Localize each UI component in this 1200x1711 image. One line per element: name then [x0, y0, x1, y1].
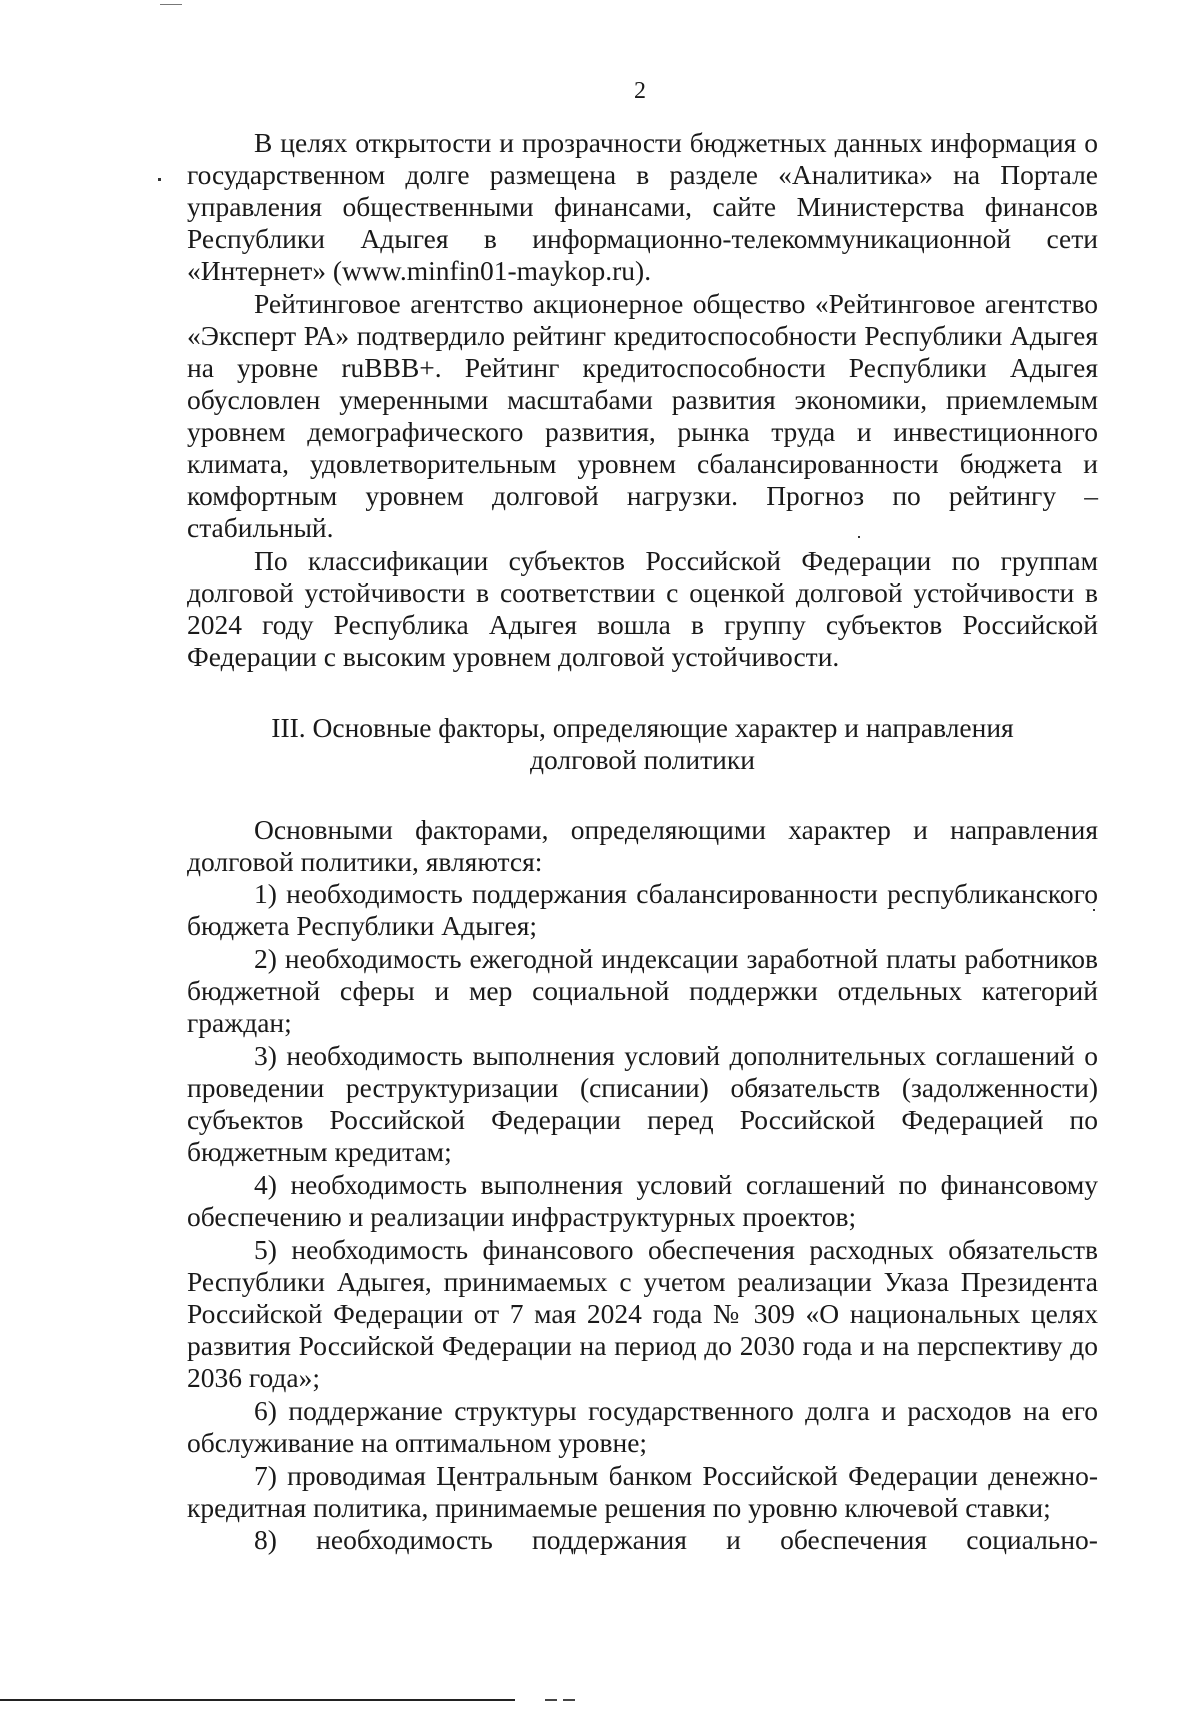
section-heading-line-2: долговой политики: [530, 744, 755, 775]
paragraph-classification: По классификации субъектов Российской Федерации по группам долговой устойчивости в соответствии с оценкой долговой устойчивости в 2024 году Республика Адыгея вошла в группу субъектов Российской Федерации с высоким уровнем долговой устойчивости.: [187, 545, 1098, 672]
factor-item-8-word: социально-: [966, 1524, 1098, 1555]
factor-item-1: 1) необходимость поддержания сбалансированности республиканского бюджета Республики Адыгея;: [187, 878, 1098, 941]
scan-artifact-top: [160, 4, 182, 5]
scan-dot: [1093, 909, 1095, 911]
factor-item-8-word: и: [726, 1524, 741, 1555]
factor-item-5: 5) необходимость финансового обеспечения расходных обязательств Республики Адыгея, принимаемых с учетом реализации Указа Президента Российской Федерации от 7 мая 2024 года № 309 «О национальных целях развития Российской Федерации на период до 2030 года и на перспективу до 2036 года»;: [187, 1234, 1098, 1393]
factor-item-8-word: обеспечения: [780, 1524, 927, 1555]
factor-item-8-word: поддержания: [532, 1524, 687, 1555]
scan-dot: [158, 178, 161, 181]
document-body: [187, 127, 1098, 1556]
factor-item-6: 6) поддержание структуры государственного долга и расходов на его обслуживание на оптимальном уровне;: [187, 1395, 1098, 1458]
bottom-edge-dash: [545, 1699, 557, 1701]
paragraph-transparency: В целях открытости и прозрачности бюджетных данных информация о государственном долге размещена в разделе «Аналитика» на Портале управления общественными финансами, сайте Министерства финансов Республики Адыгея в информационно-телекоммуникационной сети «Интернет» (www.minfin01-maykop.ru).: [187, 127, 1098, 286]
scan-dot: [858, 536, 860, 538]
section-heading-line-1: III. Основные факторы, определяющие характер и направления: [271, 712, 1014, 743]
factor-item-4: 4) необходимость выполнения условий соглашений по финансовому обеспечению и реализации инфраструктурных проектов;: [187, 1169, 1098, 1232]
bottom-edge-line: [0, 1699, 515, 1701]
section-heading: [187, 712, 1098, 776]
factor-item-8: [187, 1524, 1098, 1556]
factor-item-7: 7) проводимая Центральным банком Российской Федерации денежно-кредитная политика, принимаемые решения по уровню ключевой ставки;: [187, 1460, 1098, 1523]
factor-item-2: 2) необходимость ежегодной индексации заработной платы работников бюджетной сферы и мер социальной поддержки отдельных категорий граждан;: [187, 943, 1098, 1038]
factor-item-8-word: необходимость: [316, 1524, 493, 1555]
paragraph-rating: Рейтинговое агентство акционерное общество «Рейтинговое агентство «Эксперт РА» подтвердило рейтинг кредитоспособности Республики Адыгея на уровне ruBBB+. Рейтинг кредитоспособности Республики Адыгея обусловлен умеренными масштабами развития экономики, приемлемым уровнем демографического развития, рынка труда и инвестиционного климата, удовлетворительным уровнем сбалансированности бюджета и комфортным уровнем долговой нагрузки. Прогноз по рейтингу – стабильный.: [187, 288, 1098, 543]
paragraph-intro: Основными факторами, определяющими характер и направления долговой политики, являются:: [187, 814, 1098, 877]
factor-item-3: 3) необходимость выполнения условий дополнительных соглашений о проведении реструктуризации (списании) обязательств (задолженности) субъектов Российской Федерации перед Российской Федерацией по бюджетным кредитам;: [187, 1040, 1098, 1167]
factor-item-8-word: 8): [254, 1524, 277, 1555]
page-number: 2: [634, 78, 646, 104]
bottom-edge-dash: [563, 1699, 575, 1701]
